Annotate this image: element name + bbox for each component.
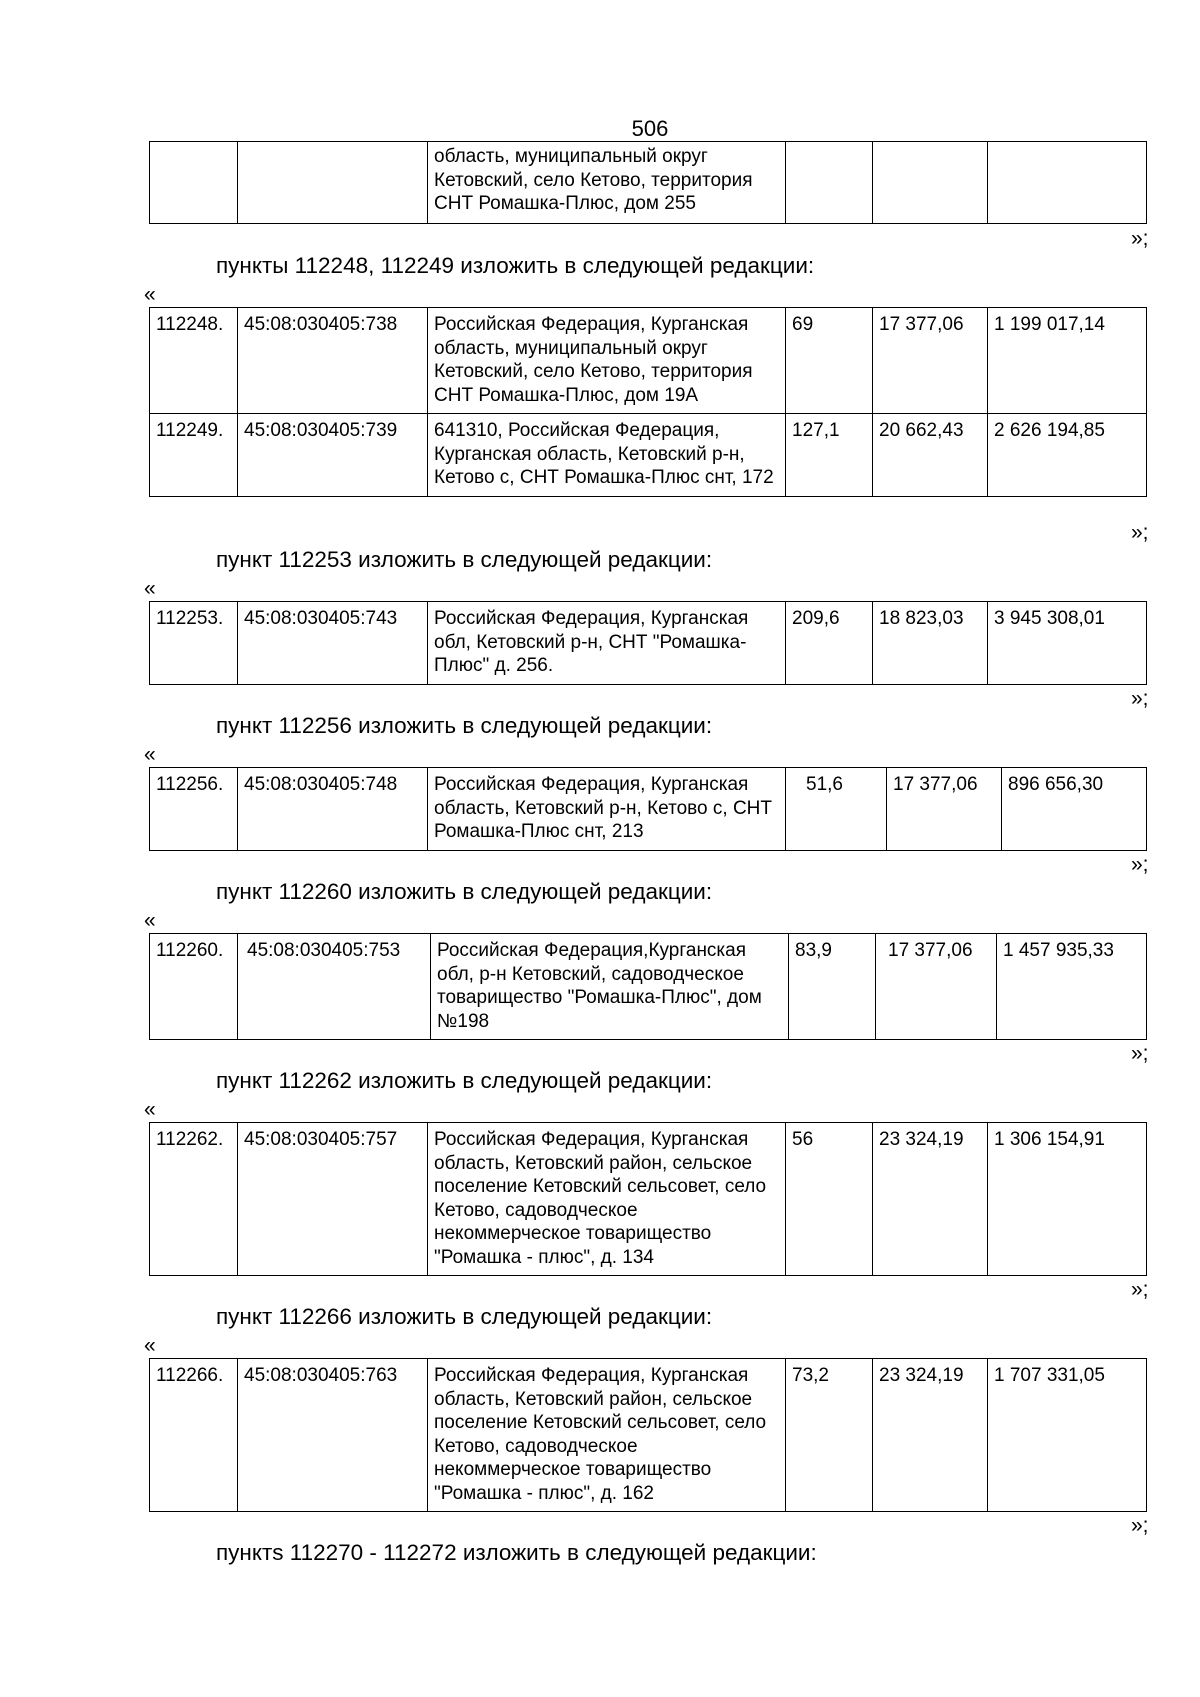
- cell-address: Российская Федерация, Курганская область, муниципальный округ Кетовский, село Кетово, территория СНТ Ромашка-Плюс, дом 19А: [428, 308, 786, 414]
- closing-quote: »;: [1131, 687, 1149, 710]
- cell-value: 1 306 154,91: [988, 1123, 1147, 1276]
- cell-rate: 23 324,19: [873, 1359, 988, 1512]
- closing-quote: »;: [1131, 853, 1149, 876]
- cell-rate: 23 324,19: [873, 1123, 988, 1276]
- cell-cadastral: 45:08:030405:753: [238, 934, 431, 1040]
- cell-cadastral: 45:08:030405:739: [238, 414, 428, 497]
- cell-rate: 17 377,06: [876, 934, 997, 1040]
- table-row: [150, 602, 1147, 685]
- cell-area: 127,1: [786, 414, 873, 497]
- cell-value: 896 656,30: [1002, 768, 1147, 851]
- opening-quote: «: [144, 1098, 156, 1121]
- cell-num: [150, 142, 238, 224]
- opening-quote: «: [144, 909, 156, 932]
- cell-cadastral: [238, 142, 428, 224]
- cell-cadastral: 45:08:030405:743: [238, 602, 428, 685]
- table-amendment-112256: [149, 767, 1147, 851]
- table-amendment-112266: [149, 1358, 1147, 1512]
- cell-cadastral: 45:08:030405:748: [238, 768, 428, 851]
- cell-area: 209,6: [786, 602, 873, 685]
- closing-quote: »;: [1131, 1514, 1149, 1537]
- amendment-instruction: пункты 112248, 112249 изложить в следующей редакции:: [216, 253, 815, 278]
- table-fragment-top: [149, 141, 1147, 224]
- cell-area: 83,9: [789, 934, 876, 1040]
- opening-quote: «: [144, 743, 156, 766]
- amendment-instruction: пункт 112266 изложить в следующей редакции:: [216, 1304, 713, 1329]
- cell-address: 641310, Российская Федерация, Курганская область, Кетовский р-н, Кетово с, СНТ Ромашка-Плюс снт, 172: [428, 414, 786, 497]
- table-row: [150, 1123, 1147, 1276]
- cell-address: Российская Федерация, Курганская область, Кетовский р-н, Кетово с, СНТ Ромашка-Плюс снт, 213: [428, 768, 786, 851]
- closing-quote: »;: [1131, 1278, 1149, 1301]
- cell-num: 112262.: [150, 1123, 238, 1276]
- cell-rate: 18 823,03: [873, 602, 988, 685]
- page-number: 506: [631, 116, 669, 141]
- opening-quote: «: [144, 577, 156, 600]
- cell-num: 112260.: [150, 934, 238, 1040]
- closing-quote: »;: [1131, 227, 1149, 250]
- cell-rate: [873, 142, 988, 224]
- table-row: [150, 1359, 1147, 1512]
- cell-num: 112253.: [150, 602, 238, 685]
- cell-value: 1 199 017,14: [988, 308, 1147, 414]
- opening-quote: «: [144, 1334, 156, 1357]
- amendment-instruction: пункт 112260 изложить в следующей редакции:: [216, 879, 713, 904]
- cell-rate: 20 662,43: [873, 414, 988, 497]
- cell-cadastral: 45:08:030405:763: [238, 1359, 428, 1512]
- cell-rate: 17 377,06: [887, 768, 1002, 851]
- cell-num: 112248.: [150, 308, 238, 414]
- cell-address: Российская Федерация, Курганская обл, Кетовский р-н, СНТ "Ромашка-Плюс" д. 256.: [428, 602, 786, 685]
- table-row: [150, 768, 1147, 851]
- cell-address: Российская Федерация, Курганская область, Кетовский район, сельское поселение Кетовский сельсовет, село Кетово, садоводческое некоммерческое товарищество "Ромашка - плюс", д. 162: [428, 1359, 786, 1512]
- cell-address: Российская Федерация,Курганская обл, р-н Кетовский, садоводческое товарищество "Ромашка-Плюс", дом №198: [431, 934, 789, 1040]
- table-row: [150, 308, 1147, 414]
- table-amendment-112262: [149, 1122, 1147, 1276]
- cell-value: 2 626 194,85: [988, 414, 1147, 497]
- cell-num: 112266.: [150, 1359, 238, 1512]
- cell-area: 73,2: [786, 1359, 873, 1512]
- cell-num: 112249.: [150, 414, 238, 497]
- amendment-instruction-final: пунктs 112270 - 112272 изложить в следующей редакции:: [216, 1540, 817, 1565]
- cell-value: 1 457 935,33: [997, 934, 1147, 1040]
- amendment-instruction: пункт 112262 изложить в следующей редакции:: [216, 1068, 713, 1093]
- cell-num: 112256.: [150, 768, 238, 851]
- table-amendment-112253: [149, 601, 1147, 685]
- cell-area: 51,6: [786, 768, 887, 851]
- table-amendment-112260: [149, 933, 1147, 1040]
- table-row: [150, 142, 1147, 224]
- cell-cadastral: 45:08:030405:738: [238, 308, 428, 414]
- table-row: [150, 414, 1147, 497]
- amendment-instruction: пункт 112253 изложить в следующей редакции:: [216, 547, 713, 572]
- cell-rate: 17 377,06: [873, 308, 988, 414]
- table-row: [150, 934, 1147, 1040]
- cell-value: 1 707 331,05: [988, 1359, 1147, 1512]
- cell-value: [988, 142, 1147, 224]
- closing-quote: »;: [1131, 1042, 1149, 1065]
- cell-address: Российская Федерация, Курганская область, Кетовский район, сельское поселение Кетовский сельсовет, село Кетово, садоводческое некоммерческое товарищество "Ромашка - плюс", д. 134: [428, 1123, 786, 1276]
- amendment-instruction: пункт 112256 изложить в следующей редакции:: [216, 713, 713, 738]
- cell-area: 56: [786, 1123, 873, 1276]
- cell-value: 3 945 308,01: [988, 602, 1147, 685]
- cell-cadastral: 45:08:030405:757: [238, 1123, 428, 1276]
- table-amendment-112248: [149, 307, 1147, 497]
- cell-area: 69: [786, 308, 873, 414]
- opening-quote: «: [144, 283, 156, 306]
- cell-area: [786, 142, 873, 224]
- closing-quote: »;: [1131, 521, 1149, 544]
- cell-address: область, муниципальный округ Кетовский, село Кетово, территория СНТ Ромашка-Плюс, дом 255: [428, 142, 786, 224]
